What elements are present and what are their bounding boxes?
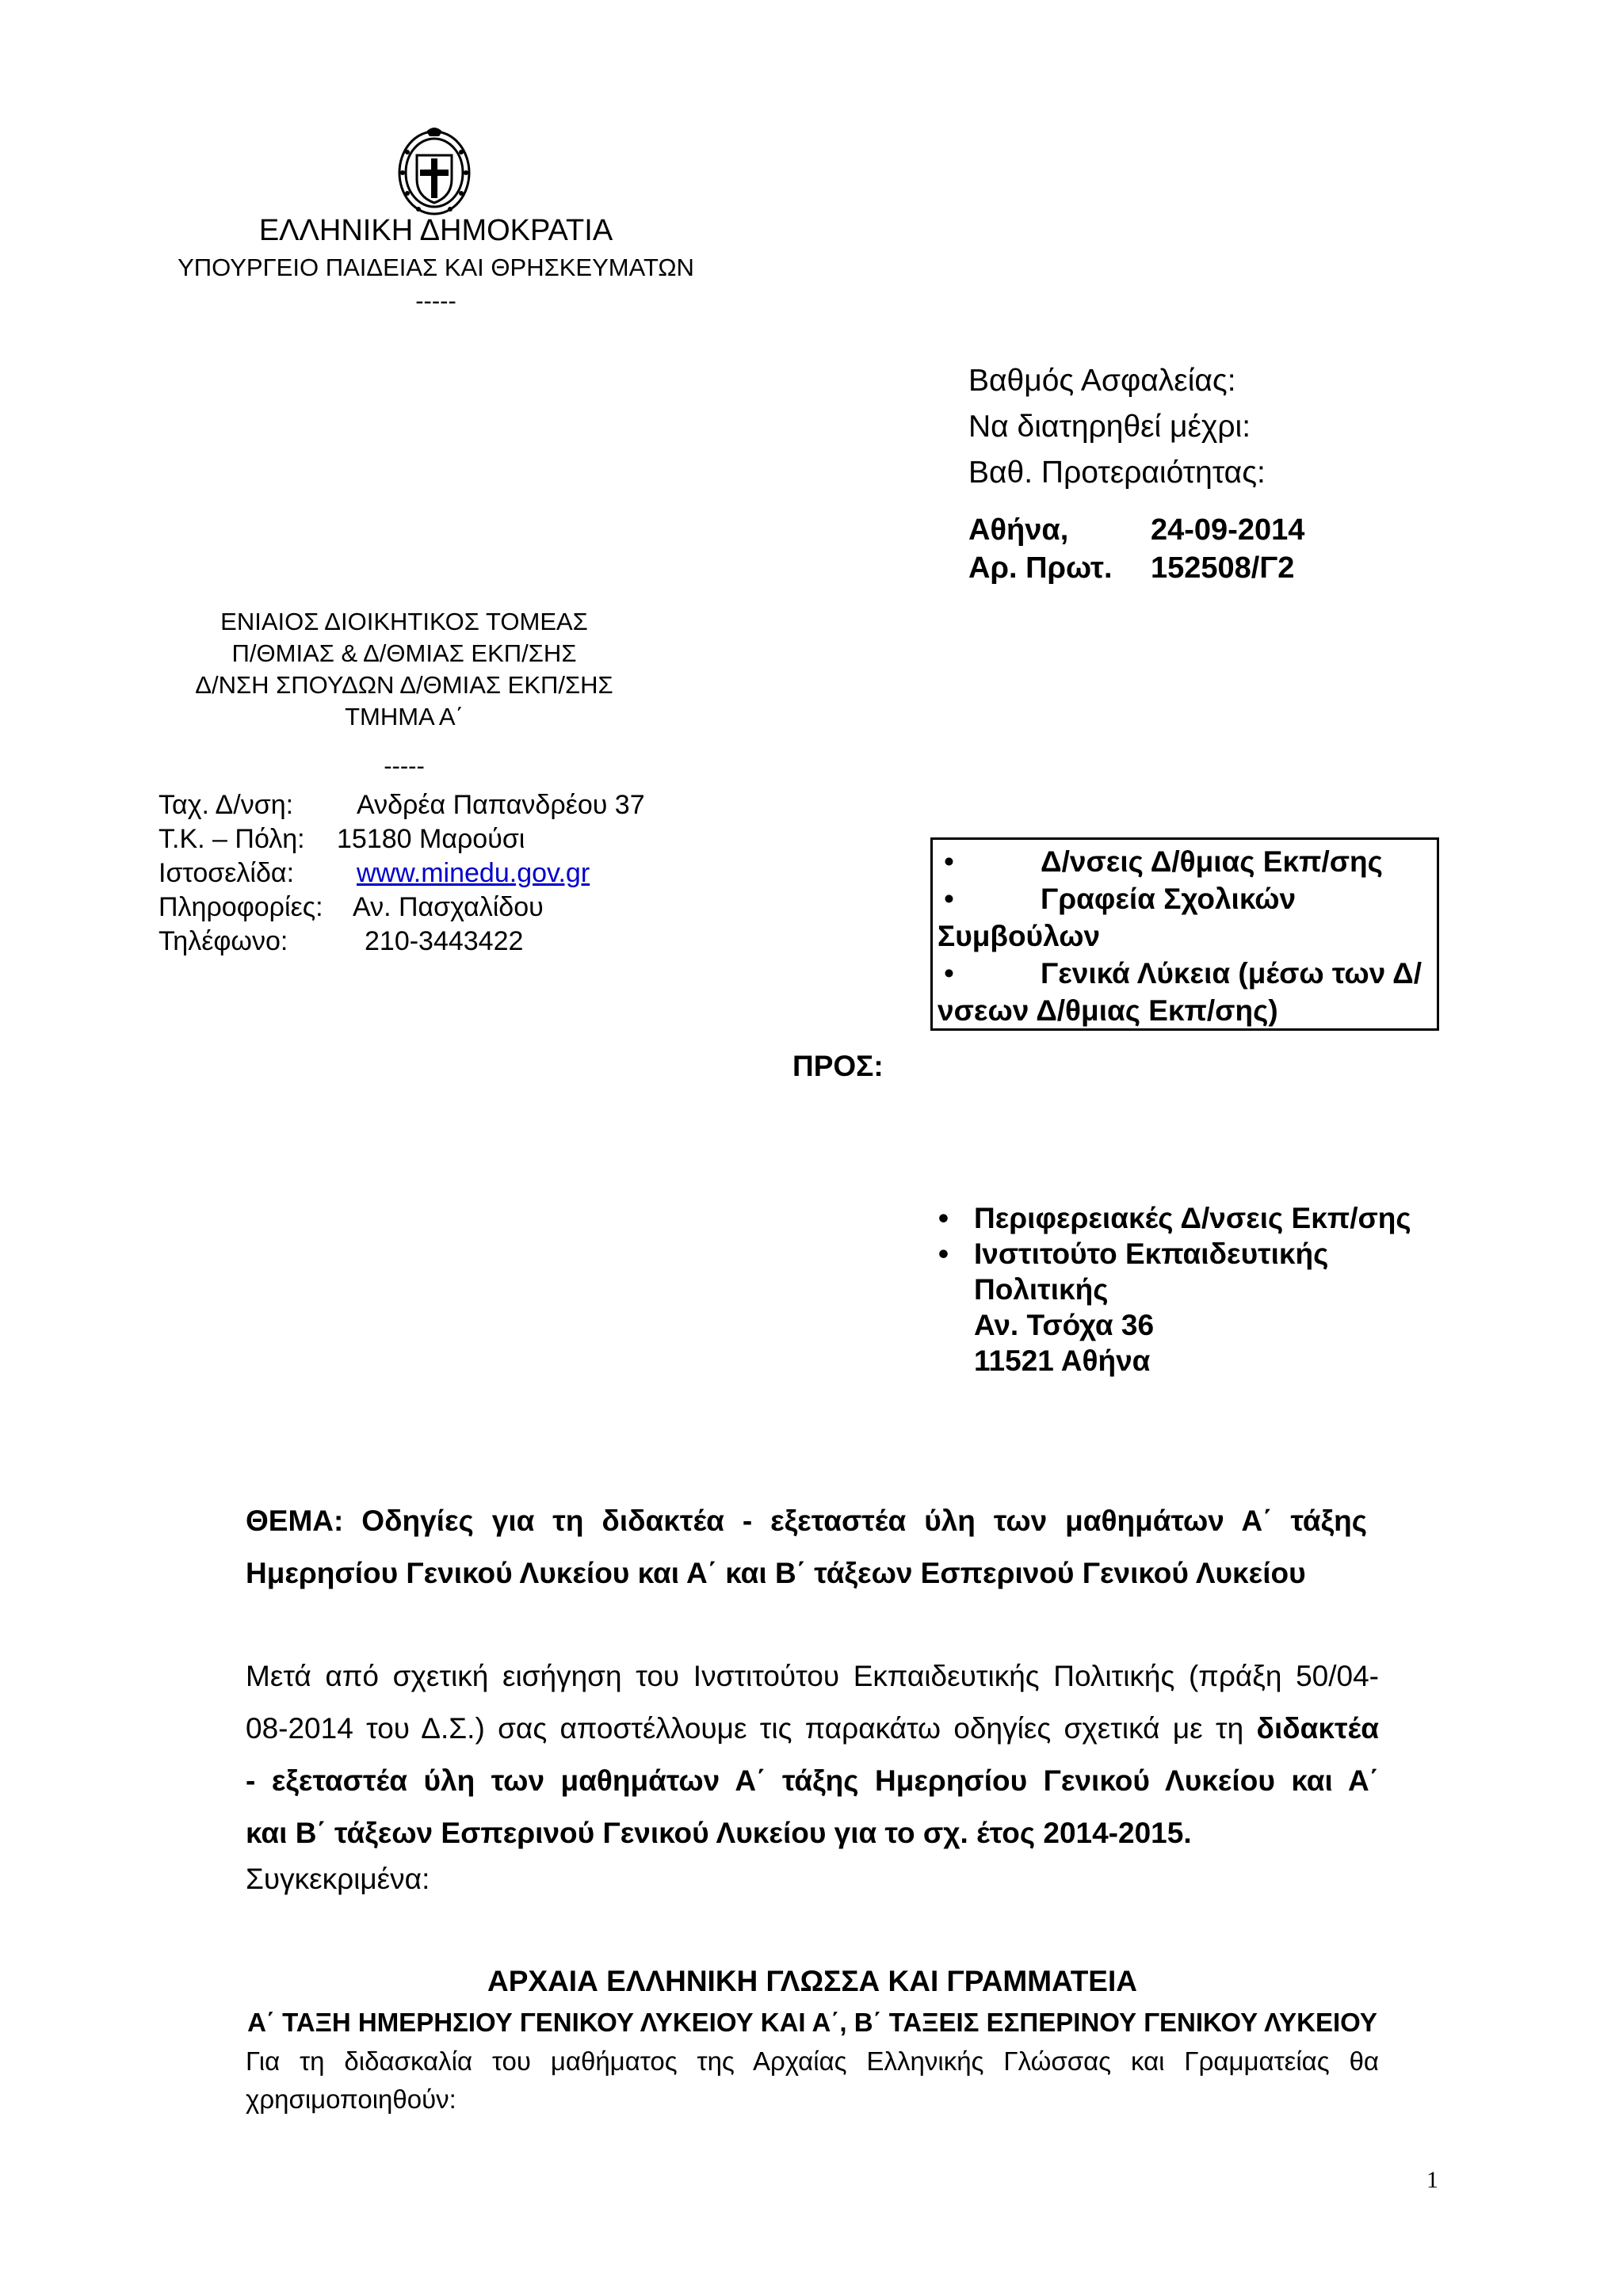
section-line: Για τη διδασκαλία του μαθήματος της Αρχαίας Ελληνικής Γλώσσας και Γραμματείας θα — [246, 2046, 1379, 2076]
subject-line: ΘΕΜΑ: Οδηγίες για τη διδακτέα - εξεταστέα ύλη των μαθημάτων Α΄ τάξης — [246, 1505, 1367, 1537]
contact-block — [158, 788, 645, 959]
security-block — [968, 358, 1266, 496]
section-subtitle: Α΄ ΤΑΞΗ ΗΜΕΡΗΣΙΟΥ ΓΕΝΙΚΟΥ ΛΥΚΕΙΟΥ ΚΑΙ Α΄, Β΄ ΤΑΞΕΙΣ ΕΣΠΕΡΙΝΟΥ ΓΕΝΙΚΟΥ ΛΥΚΕΙΟΥ — [247, 2008, 1377, 2037]
body-line: και Β΄ τάξεων Εσπερινού Γενικού Λυκείου για το σχ. έτος 2014-2015. — [246, 1817, 1192, 1849]
cc-recipients — [930, 1200, 1411, 1379]
document-date: 24-09-2014 — [1151, 513, 1305, 547]
recipient-item — [938, 843, 1432, 880]
greek-emblem-icon — [395, 124, 474, 219]
department-line: ΤΜΗΜΑ Α΄ — [345, 703, 464, 730]
to-label: ΠΡΟΣ: — [792, 1050, 884, 1082]
cc-text: Ινστιτούτο Εκπαιδευτικής — [974, 1238, 1329, 1270]
body-line: Συγκεκριμένα: — [246, 1863, 430, 1895]
bullet-icon: • — [938, 1238, 949, 1270]
subject-block — [246, 1495, 1367, 1600]
recipient-text: Γραφεία Σχολικών Συμβούλων — [938, 883, 1296, 952]
priority-level: Βαθ. Προτεραιότητας: — [968, 456, 1266, 490]
section-paragraph — [246, 2042, 1379, 2119]
department-line: Π/ΘΜΙΑΣ & Δ/ΘΜΙΑΣ ΕΚΠ/ΣΗΣ — [231, 639, 577, 667]
department-line: ΕΝΙΑΙΟΣ ΔΙΟΙΚΗΤΙΚΟΣ ΤΟΜΕΑΣ — [220, 608, 588, 635]
protocol-label: Αρ. Πρωτ. — [968, 551, 1113, 585]
body-paragraph — [246, 1650, 1379, 1899]
date-protocol-block — [968, 511, 1304, 587]
city-label: Τ.Κ. – Πόλη: — [158, 824, 305, 854]
body-text: 08-2014 του Δ.Σ.) σας αποστέλλουμε τις παρακάτω οδηγίες σχετικά με τη — [246, 1712, 1257, 1745]
cc-text: Πολιτικής — [974, 1273, 1109, 1306]
info-value: Αν. Πασχαλίδου — [353, 892, 544, 922]
recipient-text: Δ/νσεις Δ/θμιας Εκπ/σης — [1041, 845, 1383, 878]
body-line: - εξεταστέα ύλη των μαθημάτων Α΄ τάξης Ημερησίου Γενικού Λυκείου και Α΄ — [246, 1764, 1379, 1797]
retain-until: Να διατηρηθεί μέχρι: — [968, 410, 1251, 444]
cc-item — [930, 1200, 1411, 1236]
bullet-icon: • — [944, 957, 954, 990]
protocol-number: 152508/Γ2 — [1151, 551, 1295, 585]
website-label: Ιστοσελίδα: — [158, 858, 295, 888]
bullet-icon: • — [938, 1202, 949, 1234]
recipients-box — [930, 837, 1439, 1031]
security-level: Βαθμός Ασφαλείας: — [968, 364, 1236, 398]
body-bold-text: διδακτέα — [1256, 1712, 1379, 1745]
bullet-icon: • — [944, 845, 954, 878]
recipient-item — [938, 955, 1432, 1029]
ministry-title: ΥΠΟΥΡΓΕΙΟ ΠΑΙΔΕΙΑΣ ΚΑΙ ΘΡΗΣΚΕΥΜΑΤΩΝ — [178, 254, 694, 281]
header-separator: ----- — [415, 287, 456, 315]
section-line: χρησιμοποιηθούν: — [246, 2084, 456, 2114]
body-line: Μετά από σχετική εισήγηση του Ινστιτούτου Εκπαιδευτικής Πολιτικής (πράξη 50/04- — [246, 1660, 1379, 1692]
address-value: Ανδρέα Παπανδρέου 37 — [357, 790, 645, 820]
phone-value: 210-3443422 — [365, 926, 524, 956]
website-link[interactable]: www.minedu.gov.gr — [357, 858, 590, 888]
recipient-text: Γενικά Λύκεια (μέσω των Δ/νσεων Δ/θμιας Εκπ/σης) — [938, 957, 1423, 1027]
city-value: 15180 Μαρούσι — [337, 824, 525, 854]
info-label: Πληροφορίες: — [158, 892, 323, 922]
bullet-icon: • — [944, 883, 954, 915]
department-block — [127, 606, 682, 782]
place-label: Αθήνα, — [968, 513, 1069, 547]
department-line: Δ/ΝΣΗ ΣΠΟΥΔΩΝ Δ/ΘΜΙΑΣ ΕΚΠ/ΣΗΣ — [195, 671, 613, 699]
page-number: 1 — [1426, 2167, 1438, 2193]
cc-item — [930, 1236, 1411, 1272]
address-label: Ταχ. Δ/νση: — [158, 790, 294, 820]
phone-label: Τηλέφωνο: — [158, 926, 288, 956]
recipient-item — [938, 880, 1432, 955]
cc-text: Περιφερειακές Δ/νσεις Εκπ/σης — [974, 1202, 1411, 1234]
department-separator: ----- — [384, 752, 425, 780]
subject-line: Ημερησίου Γενικού Λυκείου και Α΄ και Β΄ τάξεων Εσπερινού Γενικού Λυκείου — [246, 1557, 1306, 1589]
cc-city: 11521 Αθήνα — [974, 1344, 1151, 1377]
body-line — [246, 1703, 1379, 1755]
republic-title: ΕΛΛΗΝΙΚΗ ΔΗΜΟΚΡΑΤΙΑ — [258, 214, 613, 247]
cc-address: Αν. Τσόχα 36 — [974, 1309, 1155, 1341]
section-title: ΑΡΧΑΙΑ ΕΛΛΗΝΙΚΗ ΓΛΩΣΣΑ ΚΑΙ ΓΡΑΜΜΑΤΕΙΑ — [487, 1965, 1137, 1997]
